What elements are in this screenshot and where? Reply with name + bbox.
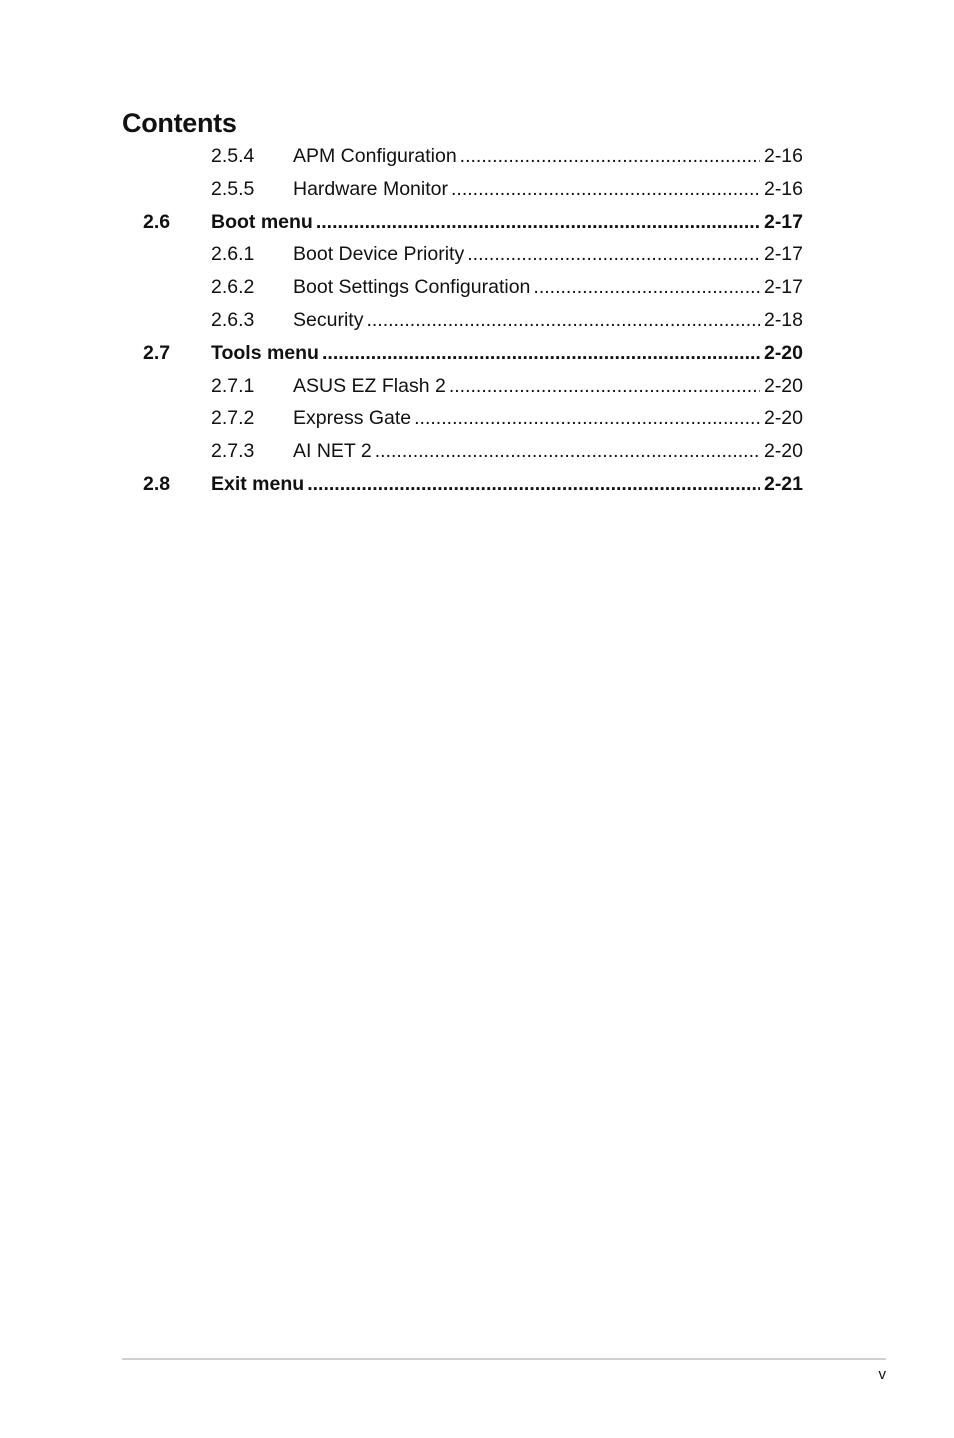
toc-label: Boot menu	[211, 210, 313, 233]
dot-leader	[307, 468, 760, 501]
toc-number: 2.6.2	[211, 276, 255, 299]
toc-page: 2-16	[763, 145, 803, 167]
toc-entry[interactable]	[0, 304, 954, 337]
toc-number: 2.6.3	[211, 309, 255, 331]
dot-leader	[366, 304, 760, 337]
toc-number: 2.8	[143, 473, 171, 495]
toc-label: Exit menu	[211, 473, 305, 495]
toc-entry[interactable]	[0, 173, 954, 206]
toc-page: 2-20	[763, 374, 803, 397]
toc-page: 2-16	[763, 177, 803, 200]
toc-label: ASUS EZ Flash 2	[293, 374, 446, 397]
toc-page: 2-20	[763, 341, 803, 364]
toc-page: 2-17	[763, 276, 803, 299]
toc-number: 2.7.1	[211, 374, 255, 397]
toc-label: Hardware Monitor	[293, 177, 448, 200]
toc-number: 2.5.5	[211, 177, 255, 200]
toc-number: 2.5.4	[211, 145, 255, 167]
toc-entry[interactable]	[0, 337, 954, 370]
toc-number: 2.6	[143, 210, 171, 233]
toc-entry[interactable]	[0, 206, 954, 239]
toc-label: Tools menu	[211, 341, 319, 364]
toc-page: 2-20	[763, 440, 803, 463]
dot-leader	[322, 337, 760, 370]
toc-entry[interactable]	[0, 435, 954, 468]
toc-page: 2-18	[763, 309, 803, 331]
dot-leader	[316, 206, 760, 239]
toc-page: 2-17	[763, 210, 803, 233]
toc-number: 2.7.2	[211, 407, 255, 430]
dot-leader	[375, 435, 760, 468]
toc-entry[interactable]	[0, 238, 954, 271]
toc-page: 2-21	[763, 473, 803, 495]
toc-label: Security	[293, 309, 364, 331]
toc-entry[interactable]	[0, 140, 954, 173]
page-title: Contents	[122, 108, 237, 139]
toc-label: Boot Device Priority	[293, 243, 465, 266]
dot-leader	[467, 238, 760, 271]
toc-page: 2-17	[763, 243, 803, 266]
toc-entry[interactable]	[0, 468, 954, 501]
footer-divider	[122, 1358, 886, 1360]
toc-number: 2.7.3	[211, 440, 255, 463]
toc-number: 2.7	[143, 341, 171, 364]
dot-leader	[451, 173, 760, 206]
dot-leader	[449, 370, 760, 403]
toc-entry[interactable]	[0, 271, 954, 304]
page-number: v	[878, 1366, 886, 1383]
toc-label: Boot Settings Configuration	[293, 276, 531, 299]
toc-entry[interactable]	[0, 402, 954, 435]
dot-leader	[533, 271, 760, 304]
toc-number: 2.6.1	[211, 243, 255, 266]
dot-leader	[460, 140, 760, 173]
toc-label: APM Configuration	[293, 145, 457, 167]
toc-entry[interactable]	[0, 370, 954, 403]
toc-label: AI NET 2	[293, 440, 372, 463]
dot-leader	[414, 402, 760, 435]
toc-label: Express Gate	[293, 407, 412, 430]
toc-page: 2-20	[763, 407, 803, 430]
